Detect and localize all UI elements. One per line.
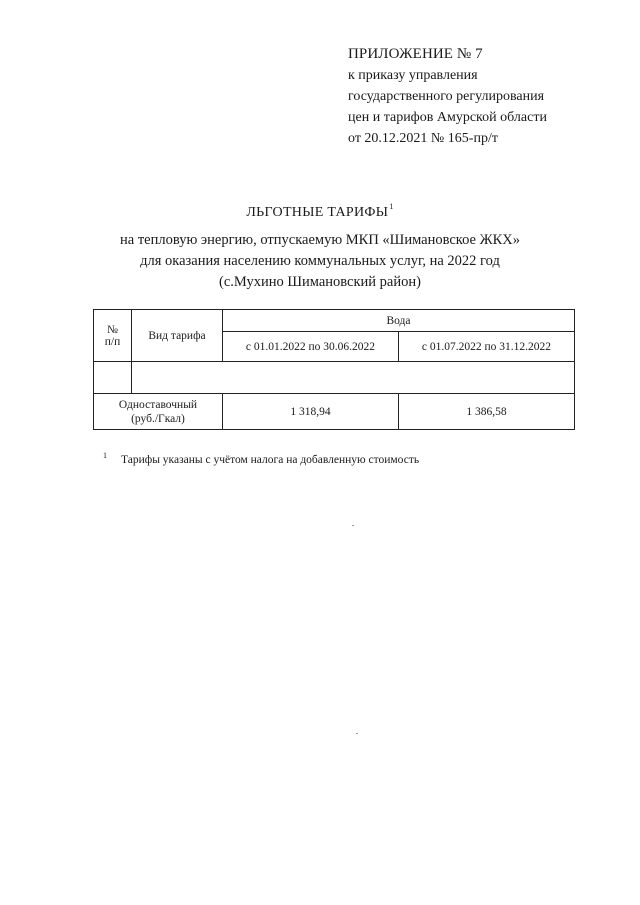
appendix-line: к приказу управления: [348, 68, 478, 83]
document-title-block: [0, 202, 640, 221]
footnote-text: Тарифы указаны с учётом налога на добавленную стоимость: [121, 454, 420, 466]
scan-speck: [352, 525, 354, 526]
subtitle-line: для оказания населению коммунальных услуг, на 2022 год: [140, 253, 500, 269]
document-subtitle: [0, 230, 640, 293]
footnote-mark: 1: [103, 451, 107, 460]
appendix-line: государственного регулирования: [348, 89, 545, 104]
appendix-line: от 20.12.2021 № 165-пр/т: [348, 131, 498, 146]
subtitle-line: на тепловую энергию, отпускаемую МКП «Шимановское ЖКХ»: [120, 232, 520, 248]
document-title: ЛЬГОТНЫЕ ТАРИФЫ: [246, 205, 389, 220]
header-number: [94, 310, 132, 362]
header-group-water: Вода: [223, 310, 575, 332]
scan-speck: [356, 733, 358, 734]
row-label-line: (руб./Гкал): [131, 412, 185, 425]
footnote: [103, 451, 419, 466]
table-empty-row: [94, 362, 575, 394]
empty-cell: [132, 362, 575, 394]
title-footnote-mark: 1: [389, 202, 394, 211]
row-value-period-2: 1 386,58: [399, 394, 575, 430]
header-number-abbr: п/п: [104, 335, 121, 348]
tariff-table: [93, 309, 575, 430]
row-label-line: Одноставочный: [118, 398, 198, 411]
header-tariff-type: Вид тарифа: [132, 310, 223, 362]
header-period-2: с 01.07.2022 по 31.12.2022: [399, 332, 575, 362]
header-period-1: с 01.01.2022 по 30.06.2022: [223, 332, 399, 362]
row-value-period-1: 1 318,94: [223, 394, 399, 430]
row-label: [94, 394, 223, 430]
empty-cell: [94, 362, 132, 394]
table-row: [94, 394, 575, 430]
appendix-block: [348, 44, 547, 149]
appendix-line: цен и тарифов Амурской области: [348, 110, 547, 125]
appendix-title: ПРИЛОЖЕНИЕ № 7: [348, 46, 483, 62]
header-number-symbol: №: [107, 323, 118, 336]
subtitle-line: (с.Мухино Шимановский район): [219, 274, 421, 290]
